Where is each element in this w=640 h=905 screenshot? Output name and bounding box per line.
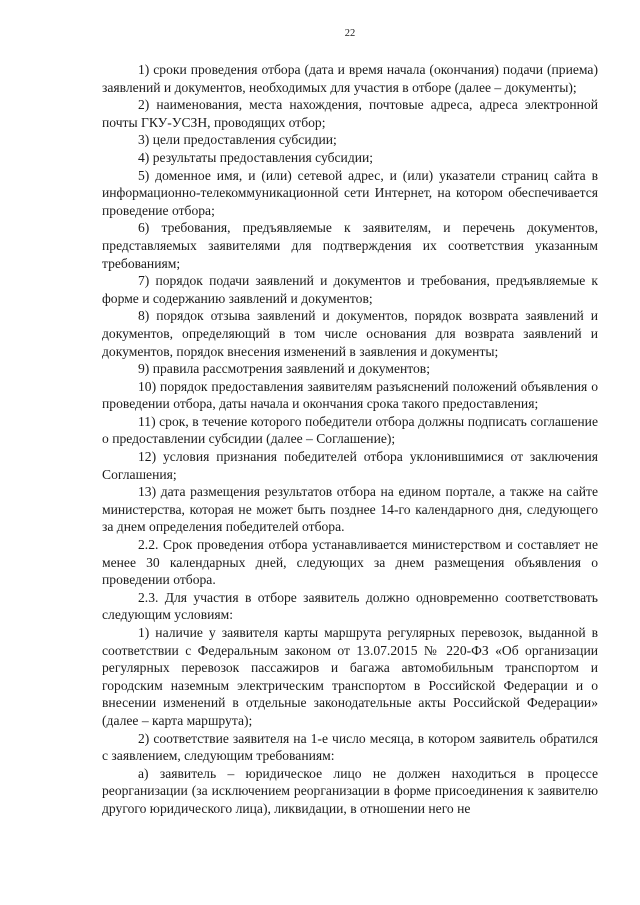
paragraph: 2) соответствие заявителя на 1-е число месяца, в котором заявитель обратился с заявлением, следующим требованиям:	[102, 730, 598, 764]
paragraph: 13) дата размещения результатов отбора на едином портале, а также на сайте министерства, которая не может быть позднее 14-го календарного дня, следующего за днем определения победителей отбора.	[102, 484, 598, 535]
paragraph: 1) наличие у заявителя карты маршрута регулярных перевозок, выданной в соответствии с Федеральным законом от 13.07.2015 № 220-ФЗ «Об организации регулярных перевозок пассажиров и багажа автомобильным транспортом и городским наземным электрическим транспортом в Российской Федерации и о внесении изменений в отдельные законодательные акты Российской Федерации» (далее – карта маршрута);	[102, 625, 598, 728]
paragraph: 8) порядок отзыва заявлений и документов, порядок возврата заявлений и документов, определяющий в том числе основания для возврата заявлений и документов, порядок внесения изменений в заявления и документы;	[102, 308, 598, 359]
document-body	[102, 61, 598, 818]
paragraph: а) заявитель – юридическое лицо не должен находиться в процессе реорганизации (за исключением реорганизации в форме присоединения к заявителю другого юридического лица), ликвидации, в отношении него не	[102, 765, 598, 816]
paragraph: 2.3. Для участия в отборе заявитель должно одновременно соответствовать следующим условиям:	[102, 589, 598, 623]
paragraph: 9) правила рассмотрения заявлений и документов;	[138, 361, 431, 377]
paragraph: 4) результаты предоставления субсидии;	[138, 149, 374, 165]
paragraph: 10) порядок предоставления заявителям разъяснений положений объявления о проведении отбора, даты начала и окончания срока такого предоставления;	[102, 378, 598, 412]
page-number: 22	[344, 28, 356, 39]
paragraph: 11) срок, в течение которого победители отбора должны подписать соглашение о предоставлении субсидии (далее – Соглашение);	[102, 413, 598, 447]
paragraph: 2.2. Срок проведения отбора устанавливается министерством и составляет не менее 30 календарных дней, следующих за днем размещения объявления о проведении отбора.	[102, 537, 598, 588]
paragraph: 12) условия признания победителей отбора уклонившимися от заключения Соглашения;	[102, 449, 598, 482]
paragraph: 3) цели предоставления субсидии;	[138, 132, 337, 148]
paragraph: 7) порядок подачи заявлений и документов и требования, предъявляемые к форме и содержанию заявлений и документов;	[102, 273, 598, 306]
paragraph: 1) сроки проведения отбора (дата и время начала (окончания) подачи (приема) заявлений и документов, необходимых для участия в отборе (далее – документы);	[102, 62, 598, 95]
paragraph: 2) наименования, места нахождения, почтовые адреса, адреса электронной почты ГКУ-УСЗН, проводящих отбор;	[102, 97, 598, 130]
paragraph: 6) требования, предъявляемые к заявителям, и перечень документов, представляемых заявителями для подтверждения их соответствия указанным требованиям;	[102, 220, 598, 271]
paragraph: 5) доменное имя, и (или) сетевой адрес, и (или) указатели страниц сайта в информационно-телекоммуникационной сети Интернет, на котором обеспечивается проведение отбора;	[102, 167, 598, 218]
